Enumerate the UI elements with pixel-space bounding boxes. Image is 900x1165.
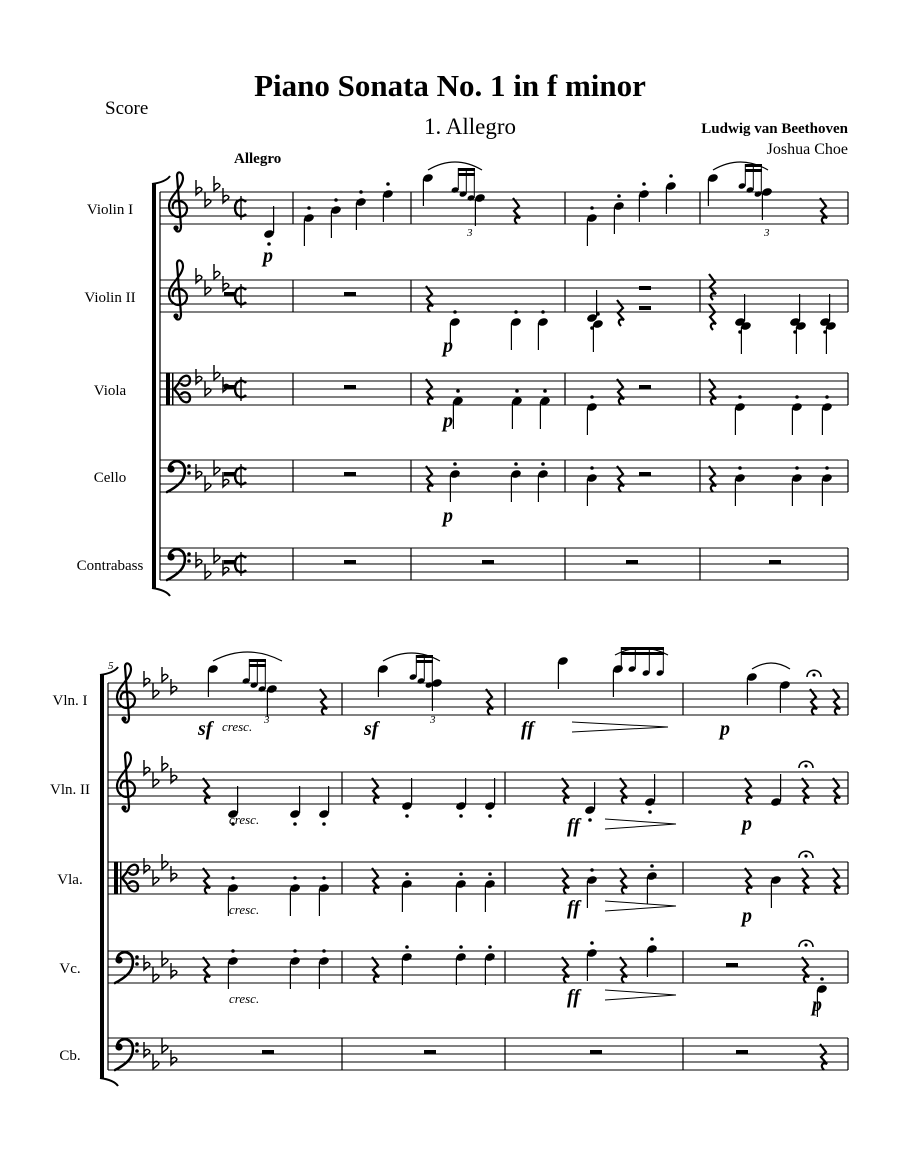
decrescendo-hairpin	[605, 824, 676, 829]
quarter-rest-icon	[802, 957, 809, 983]
flat-accidental-icon	[144, 1042, 150, 1057]
note-beam	[458, 173, 475, 176]
quarter-rest-icon	[820, 198, 827, 224]
bass-clef-dot	[187, 471, 191, 475]
half-rest-icon	[344, 472, 356, 476]
flat-accidental-icon	[223, 276, 229, 291]
treble-clef-stroke	[169, 172, 187, 231]
instrument-label: Cb.	[59, 1048, 81, 1064]
bass-clef-icon	[115, 952, 139, 983]
crescendo-marking: cresc.	[222, 719, 253, 734]
staccato-dot	[738, 395, 742, 399]
quarter-rest-icon	[372, 868, 379, 894]
flat-accidental-icon	[171, 679, 177, 694]
alto-clef-bar	[120, 862, 122, 894]
half-rest-icon	[639, 306, 651, 310]
half-rest-icon	[769, 560, 781, 564]
flat-accidental-icon	[196, 180, 202, 195]
treble-clef-icon	[169, 260, 187, 319]
treble-clef-dot	[173, 225, 178, 230]
staccato-dot	[488, 945, 492, 949]
staccato-dot	[514, 310, 518, 314]
bass-clef-dot	[135, 955, 139, 959]
instrument-label: Violin II	[84, 290, 136, 306]
staccato-dot	[825, 395, 829, 399]
flat-accidental-icon	[214, 176, 220, 191]
tempo-marking: Allegro	[234, 151, 282, 167]
alto-clef-bar	[114, 862, 118, 894]
dynamic-piano: p	[443, 335, 453, 357]
quarter-rest-icon	[486, 689, 493, 715]
staccato-dot	[738, 466, 742, 470]
half-rest-icon	[424, 1050, 436, 1054]
quarter-rest-icon	[203, 778, 210, 804]
half-rest-icon	[224, 292, 236, 296]
half-rest-icon	[344, 292, 356, 296]
staccato-dot	[405, 872, 409, 876]
flat-accidental-icon	[223, 377, 229, 392]
treble-clef-dot	[121, 716, 126, 721]
half-rest-icon	[262, 1050, 274, 1054]
staccato-dot	[648, 810, 652, 814]
staccato-dot	[642, 182, 646, 186]
dynamic-fortissimo: ff	[567, 815, 580, 837]
staccato-dot	[231, 876, 235, 880]
bass-clef-icon	[167, 461, 191, 492]
flat-accidental-icon	[144, 671, 150, 686]
staccato-dot	[386, 182, 390, 186]
flat-accidental-icon	[144, 858, 150, 873]
quarter-rest-icon	[426, 466, 433, 492]
flat-accidental-icon	[196, 369, 202, 384]
staccato-dot	[322, 822, 326, 826]
staccato-dot	[231, 949, 235, 953]
staccato-dot	[669, 174, 673, 178]
quarter-rest-icon	[833, 689, 840, 715]
half-rest-icon	[736, 1050, 748, 1054]
tuplet-number: 3	[430, 714, 436, 726]
score-label: Score	[105, 98, 149, 119]
bass-clef-head	[167, 553, 174, 560]
flat-accidental-icon	[144, 955, 150, 970]
quarter-rest-icon	[372, 957, 379, 983]
quarter-rest-icon	[513, 198, 520, 224]
system-bracket	[152, 588, 170, 596]
staccato-dot	[293, 822, 297, 826]
flat-accidental-icon	[144, 760, 150, 775]
dynamic-piano: p	[742, 813, 752, 835]
staccato-dot	[825, 466, 829, 470]
staccato-dot	[307, 206, 311, 210]
decrescendo-hairpin	[605, 990, 676, 995]
quarter-rest-icon	[562, 868, 569, 894]
staccato-dot	[488, 872, 492, 876]
quarter-rest-icon	[709, 304, 716, 330]
staccato-dot	[453, 310, 457, 314]
quarter-rest-icon	[203, 868, 210, 894]
slur-line	[383, 653, 440, 661]
flat-accidental-icon	[162, 756, 168, 771]
staccato-dot	[334, 198, 338, 202]
instrument-label: Vln. I	[52, 693, 88, 709]
crescendo-marking: cresc.	[229, 812, 260, 827]
treble-clef-stroke	[117, 752, 135, 811]
treble-clef-icon	[117, 663, 135, 722]
instrument-label: Vla.	[57, 872, 83, 888]
bass-clef-icon	[167, 549, 191, 580]
decrescendo-hairpin	[605, 901, 676, 906]
half-rest-icon	[590, 1050, 602, 1054]
fermata-dot	[804, 943, 807, 946]
alto-clef-bar	[172, 373, 174, 405]
staccato-dot	[820, 977, 824, 981]
staccato-dot	[515, 389, 519, 393]
quarter-rest-icon	[617, 379, 624, 405]
quarter-rest-icon	[810, 689, 817, 715]
half-rest-icon	[224, 385, 236, 389]
quarter-rest-icon	[320, 689, 327, 715]
bass-clef-icon	[115, 1039, 139, 1070]
flat-accidental-icon	[196, 552, 202, 567]
system-bracket	[100, 1078, 118, 1086]
staccato-dot	[405, 814, 409, 818]
quarter-rest-icon	[562, 778, 569, 804]
staccato-dot	[588, 818, 592, 822]
fermata-dot	[804, 854, 807, 857]
staccato-dot	[795, 395, 799, 399]
staccato-dot	[405, 945, 409, 949]
note-beam	[249, 659, 266, 662]
dynamic-fortissimo: ff	[567, 986, 580, 1008]
half-rest-icon	[344, 560, 356, 564]
slur-line	[752, 663, 790, 669]
staccato-dot	[459, 945, 463, 949]
staccato-dot	[459, 814, 463, 818]
tuplet-number: 3	[764, 227, 770, 239]
bass-clef-head	[115, 956, 122, 963]
flat-accidental-icon	[196, 268, 202, 283]
staccato-dot	[541, 310, 545, 314]
movement-title: 1. Allegro	[424, 114, 516, 139]
quarter-rest-icon	[745, 778, 752, 804]
tuplet-number: 3	[264, 714, 270, 726]
half-rest-icon	[726, 963, 738, 967]
flat-accidental-icon	[223, 188, 229, 203]
staccato-dot	[488, 814, 492, 818]
quarter-rest-icon	[372, 778, 379, 804]
half-rest-icon	[639, 472, 651, 476]
half-rest-icon	[639, 286, 651, 290]
staccato-dot	[453, 462, 457, 466]
quarter-rest-icon	[745, 868, 752, 894]
decrescendo-hairpin	[605, 819, 676, 824]
dynamic-piano: p	[720, 718, 730, 740]
bass-clef-dot	[135, 1049, 139, 1053]
slur-line	[713, 162, 768, 170]
staccato-dot	[590, 395, 594, 399]
staccato-dot	[650, 864, 654, 868]
staccato-dot	[590, 941, 594, 945]
staccato-dot	[650, 937, 654, 941]
crescendo-marking: cresc.	[229, 991, 260, 1006]
quarter-rest-icon	[802, 868, 809, 894]
staccato-dot	[795, 466, 799, 470]
dynamic-fortissimo: ff	[521, 718, 534, 740]
alto-clef-bar	[166, 373, 170, 405]
dynamic-sforzando: sf	[198, 718, 213, 740]
quarter-rest-icon	[620, 868, 627, 894]
half-rest-icon	[639, 385, 651, 389]
quarter-rest-icon	[562, 957, 569, 983]
system-bracket	[100, 675, 104, 1078]
dynamic-sforzando: sf	[364, 718, 379, 740]
dynamic-piano: p	[443, 410, 453, 432]
flat-accidental-icon	[171, 1050, 177, 1065]
treble-clef-dot	[173, 313, 178, 318]
quarter-rest-icon	[426, 379, 433, 405]
instrument-label: Cello	[93, 470, 127, 486]
instrument-label: Viola	[93, 383, 127, 399]
instrument-label: Vln. II	[50, 782, 90, 798]
dynamic-piano: p	[812, 994, 822, 1016]
flat-accidental-icon	[214, 264, 220, 279]
bass-clef-dot	[187, 559, 191, 563]
staccato-dot	[543, 389, 547, 393]
staccato-dot	[359, 190, 363, 194]
staccato-dot	[293, 876, 297, 880]
half-rest-icon	[224, 560, 236, 564]
quarter-rest-icon	[833, 868, 840, 894]
dynamic-piano: p	[443, 505, 453, 527]
bass-clef-dot	[187, 464, 191, 468]
quarter-rest-icon	[620, 957, 627, 983]
measure-number: 5	[108, 660, 114, 672]
composer-name: Ludwig van Beethoven	[701, 121, 848, 137]
treble-clef-icon	[117, 752, 135, 811]
treble-clef-stroke	[169, 260, 187, 319]
note-beam	[621, 652, 664, 655]
half-rest-icon	[626, 560, 638, 564]
quarter-rest-icon	[709, 379, 716, 405]
half-rest-icon	[224, 472, 236, 476]
quarter-rest-icon	[802, 778, 809, 804]
treble-clef-stroke	[117, 663, 135, 722]
quarter-rest-icon	[617, 466, 624, 492]
staccato-dot	[596, 312, 600, 316]
system-bracket	[152, 176, 170, 184]
staccato-dot	[590, 868, 594, 872]
dynamic-fortissimo: ff	[567, 897, 580, 919]
staccato-dot	[293, 949, 297, 953]
system-bracket	[152, 184, 156, 588]
fermata-dot	[812, 673, 815, 676]
bass-clef-dot	[135, 962, 139, 966]
instrument-label: Violin I	[86, 202, 134, 218]
quarter-rest-icon	[709, 466, 716, 492]
arranger-name: Joshua Choe	[766, 141, 848, 158]
staccato-dot	[322, 949, 326, 953]
quarter-rest-icon	[620, 778, 627, 804]
score-title: Piano Sonata No. 1 in f minor	[254, 68, 646, 103]
dynamic-piano: p	[263, 245, 273, 267]
flat-accidental-icon	[196, 464, 202, 479]
quarter-rest-icon	[203, 957, 210, 983]
note-beam	[745, 169, 762, 172]
bass-clef-dot	[135, 1042, 139, 1046]
flat-accidental-icon	[171, 963, 177, 978]
treble-clef-icon	[169, 172, 187, 231]
staccato-dot	[456, 389, 460, 393]
flat-accidental-icon	[171, 866, 177, 881]
bass-clef-head	[167, 465, 174, 472]
staccato-dot	[322, 876, 326, 880]
tuplet-number: 3	[467, 227, 473, 239]
quarter-rest-icon	[426, 286, 433, 312]
decrescendo-hairpin	[605, 906, 676, 911]
staccato-dot	[617, 194, 621, 198]
staccato-dot	[590, 466, 594, 470]
instrument-label: Vc.	[59, 961, 81, 977]
note-beam	[458, 168, 475, 171]
fermata-dot	[804, 764, 807, 767]
decrescendo-hairpin	[572, 727, 668, 732]
slur-line	[213, 652, 282, 661]
flat-accidental-icon	[162, 667, 168, 682]
staccato-dot	[514, 462, 518, 466]
half-rest-icon	[344, 385, 356, 389]
decrescendo-hairpin	[605, 995, 676, 1000]
half-rest-icon	[482, 560, 494, 564]
staccato-dot	[459, 872, 463, 876]
instrument-label: Contrabass	[76, 558, 144, 574]
decrescendo-hairpin	[572, 722, 668, 727]
note-beam	[249, 664, 266, 667]
quarter-rest-icon	[820, 1044, 827, 1070]
staccato-dot	[590, 206, 594, 210]
note-beam	[416, 660, 433, 663]
dynamic-piano: p	[742, 905, 752, 927]
bass-clef-head	[115, 1043, 122, 1050]
flat-accidental-icon	[171, 768, 177, 783]
crescendo-marking: cresc.	[229, 902, 260, 917]
quarter-rest-icon	[833, 778, 840, 804]
bass-clef-dot	[187, 552, 191, 556]
treble-clef-dot	[121, 805, 126, 810]
staccato-dot	[541, 462, 545, 466]
